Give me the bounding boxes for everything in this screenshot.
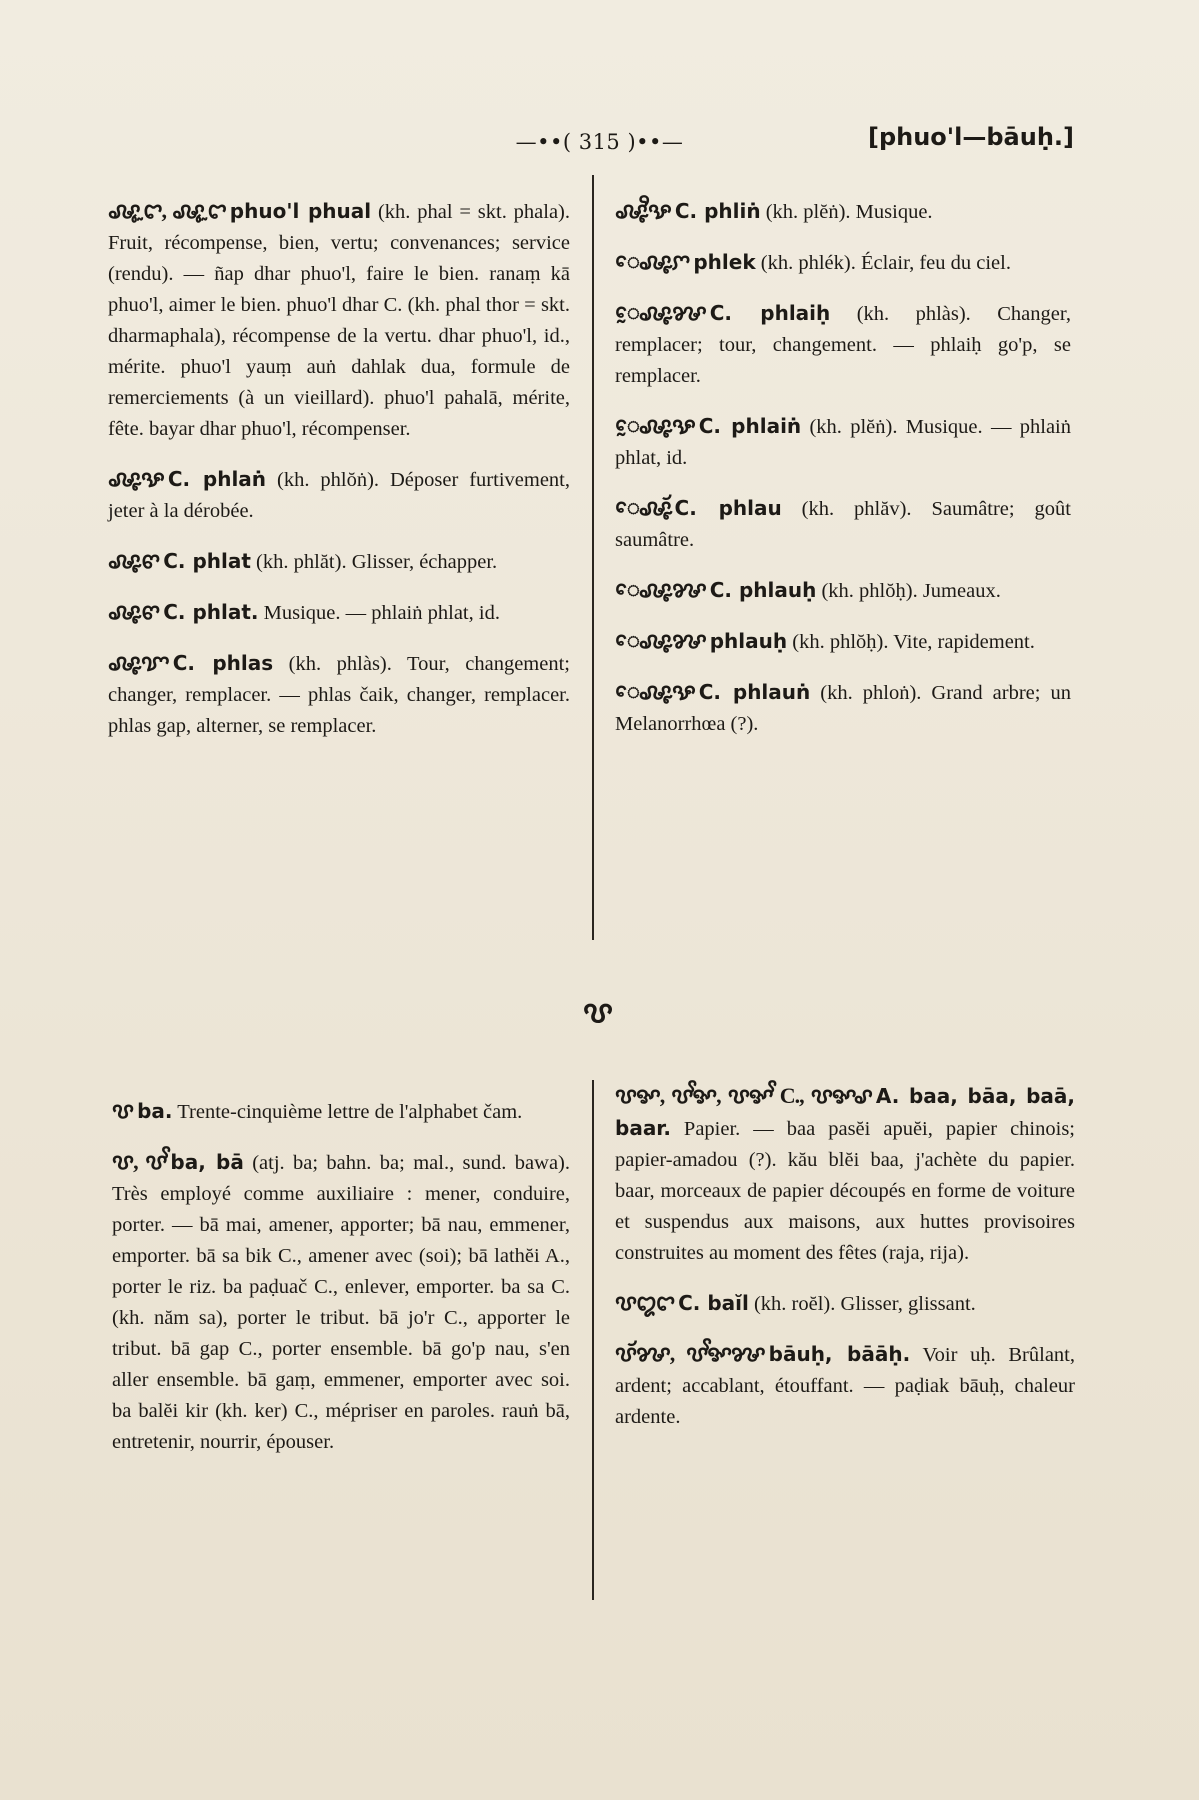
- dictionary-entry: [615, 1338, 1075, 1433]
- cham-script-word: ꨰꨜꨵꨊ: [615, 413, 695, 438]
- cham-script-word: ꨜꨵꨓ: [108, 548, 160, 573]
- cham-script-word: ꨜꨶꨭꨤ, ꨜꨶꨭꨤ: [108, 198, 226, 223]
- dictionary-entry: [615, 410, 1071, 474]
- entry-definition: (kh. phal = skt. phala). Fruit, récompense, bien, vertu; convenances; service (rendu). — ñap dhar phuo'l, faire le bien. ranaṃ kā phuo'l, aimer le bien. phuo'l dhar C. (kh. phal thor = skt. dharmaphala), récompense de la vertu. dhar phuo'l, id., mérite. phuo'l yauṃ auṅ dahlak dua, formule de remerciements (à un vieillard). phuo'l pahalā, mérite, fête. bayar dhar phuo'l, récompenser.: [108, 201, 571, 440]
- entry-definition: (atj. ba; bahn. ba; mal., sund. bawa). Très employé comme auxiliaire : mener, conduire, porter. — bā mai, amener, apporter; bā nau, emmener, emporter. bā sa bik C., amener avec (soi); bā lathĕi A., porter le riz. ba paḍuač C., enlever, emporter. ba sa C. (kh. năm sa), porter le tribut. bā jo'r C., apporter le tribut. bā gap C., porter ensemble. bā go'p nau, s'en aller ensemble. bā gaṃ, emmener, emporter avec soi. ba balĕi kir (kh. ker) C., mépriser en paroles. rauṅ bā, entretenir, nourrir, épouser.: [112, 1152, 570, 1453]
- dictionary-entry: [615, 625, 1071, 658]
- left-column-top: [108, 195, 570, 760]
- cham-script-word: ꨜꨵꨊ: [108, 466, 164, 491]
- entry-headword: bāuḥ, bāāḥ.: [768, 1342, 911, 1366]
- right-column-bottom: [615, 1080, 1075, 1451]
- cham-script-word: ꨜꨵꨓ: [108, 599, 160, 624]
- cham-script-word: ꨯꨜꨵꨮ: [615, 495, 671, 520]
- page-number: —••( 315 )••—: [515, 130, 684, 154]
- dictionary-entry: [615, 492, 1071, 556]
- cham-script-word: ꨯꨜꨵꨍ: [615, 577, 706, 602]
- dictionary-entry: [108, 647, 570, 742]
- dictionary-entry: [615, 676, 1071, 740]
- entry-definition: Voir uḥ. Brûlant, ardent; accablant, étouffant. — paḍiak bāuḥ, chaleur ardente.: [615, 1344, 1075, 1428]
- entry-headword: C. phlat: [163, 549, 251, 573]
- cham-script-word: ꨯꨜꨵꨆ: [615, 249, 690, 274]
- entry-headword: C. phlaṅ: [167, 467, 267, 491]
- left-column-bottom: [112, 1095, 570, 1476]
- running-title: [phuo'l—bāuḥ.]: [867, 123, 1074, 151]
- dictionary-entry: [112, 1095, 570, 1128]
- entry-headword: C. phlaiṅ: [698, 414, 802, 438]
- entry-headword: C. phliṅ: [674, 199, 761, 223]
- entry-definition: Trente-cinquième lettre de l'alphabet čam.: [172, 1101, 523, 1123]
- entry-headword: C. phlauṅ: [698, 680, 811, 704]
- dictionary-entry: [615, 246, 1071, 279]
- entry-definition: (kh. phlŏḥ). Vite, rapidement.: [787, 631, 1035, 653]
- entry-definition: (kh. phlŏṅ). Déposer furtivement, jeter à la dérobée.: [108, 469, 570, 522]
- dictionary-entry: [615, 1080, 1075, 1269]
- entry-headword: ba.: [137, 1099, 173, 1123]
- entry-definition: (kh. phlăt). Glisser, échapper.: [250, 551, 498, 573]
- column-divider-bottom: [592, 1080, 594, 1600]
- entry-headword: C. phlat.: [163, 600, 259, 624]
- entry-definition: (kh. phlàs). Tour, changement; changer, remplacer. — phlas čaik, changer, remplacer. phlas gap, alterner, se remplacer.: [108, 653, 570, 737]
- dictionary-entry: [615, 574, 1071, 607]
- entry-headword: C. baĭl: [678, 1291, 749, 1315]
- dictionary-entry: [108, 463, 570, 527]
- cham-script-word: ꨰꨜꨵꨍ: [615, 300, 706, 325]
- cham-script-word: ꨯꨜꨵꨊ: [615, 679, 695, 704]
- entry-definition: (kh. roĕl). Glisser, glissant.: [748, 1293, 976, 1315]
- dictionary-entry: [615, 297, 1071, 392]
- dictionary-entry: [108, 545, 570, 578]
- entry-headword: phuo'l phual: [229, 199, 372, 223]
- entry-headword: C. phlas: [172, 651, 274, 675]
- entry-headword: A. baa, bāa, baā, baar.: [615, 1084, 1076, 1140]
- entry-headword: C. phlauḥ: [709, 578, 817, 602]
- cham-script-word: ꨝꨀ, ꨝꨩꨀ, ꨝꨀꨩ C., ꨝꨀꨣ: [615, 1083, 872, 1108]
- cham-script-word: ꨝꨮꨍ, ꨝꨩꨀꨍ: [615, 1341, 765, 1366]
- entry-headword: phlauḥ: [709, 629, 788, 653]
- entry-definition: Papier. — baa pasĕi apuĕi, papier chinois; papier-amadou (?). kău blĕi baa, j'achète du papier. baar, morceaux de papier découpés en forme de voiture et suspendus aux maisons, aux huttes provisoires construites au moment des fêtes (raja, rija).: [615, 1118, 1075, 1264]
- entry-headword: ba, bā: [170, 1150, 244, 1174]
- section-letter: ꨝ: [583, 995, 614, 1030]
- entry-definition: (kh. phlŏḥ). Jumeaux.: [816, 580, 1001, 602]
- cham-script-word: ꨜꨵꨪꨊ: [615, 198, 671, 223]
- entry-definition: (kh. plĕṅ). Musique.: [760, 201, 933, 223]
- cham-script-word: ꨝ: [112, 1098, 134, 1123]
- dictionary-entry: [615, 195, 1071, 228]
- dictionary-entry: [615, 1287, 1075, 1320]
- entry-headword: C. phlau: [674, 496, 782, 520]
- entry-headword: phlek: [693, 250, 756, 274]
- entry-definition: (kh. phlàs). Changer, remplacer; tour, changement. — phlaiḥ go'p, se remplacer.: [615, 303, 1071, 387]
- entry-definition: (kh. plĕṅ). Musique. — phlaiṅ phlat, id.: [615, 416, 1071, 469]
- cham-script-word: ꨝ, ꨝꨩ: [112, 1149, 167, 1174]
- dictionary-entry: [108, 596, 570, 629]
- entry-definition: (kh. phloṅ). Grand arbre; un Melanorrhœa (?).: [615, 682, 1071, 735]
- column-divider-top: [592, 175, 594, 940]
- dictionary-entry: [108, 195, 570, 445]
- right-column-top: [615, 195, 1071, 758]
- dictionary-entry: [112, 1146, 570, 1458]
- entry-headword: C. phlaiḥ: [709, 301, 831, 325]
- cham-script-word: ꨜꨵꨢ: [108, 650, 169, 675]
- cham-script-word: ꨝꨁꨤ: [615, 1290, 675, 1315]
- entry-definition: (kh. phlék). Éclair, feu du ciel.: [755, 252, 1011, 274]
- entry-definition: (kh. phlăv). Saumâtre; goût saumâtre.: [615, 498, 1071, 551]
- entry-definition: Musique. — phlaiṅ phlat, id.: [258, 602, 500, 624]
- cham-script-word: ꨯꨜꨵꨍ: [615, 628, 706, 653]
